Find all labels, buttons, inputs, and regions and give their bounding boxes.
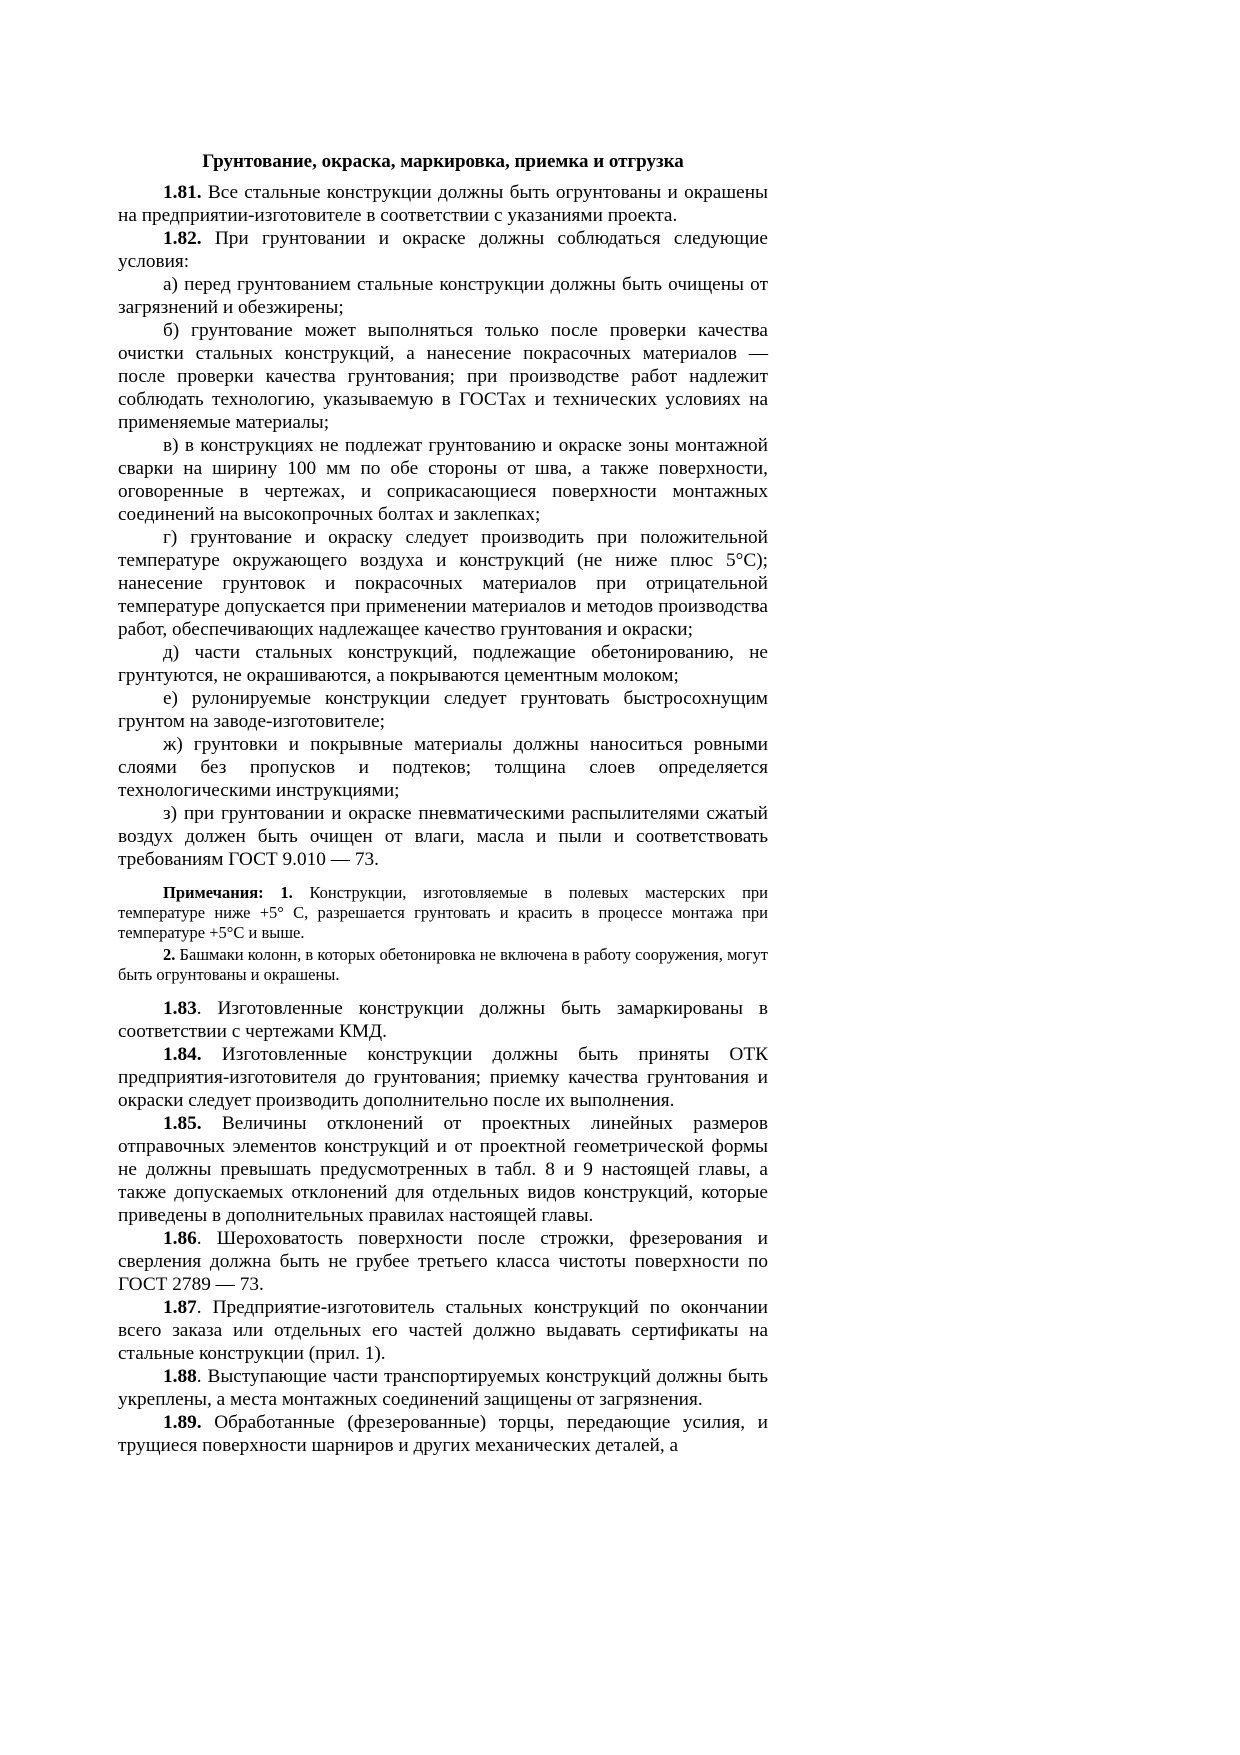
list-item-text: з) при грунтовании и окраске пневматическими распылителями сжатый воздух должен быть очищен от влаги, масла и пыли и соответствовать требованиям ГОСТ 9.010 — 73.	[118, 803, 768, 870]
paragraph-1-89	[118, 1411, 768, 1457]
list-item-a	[118, 273, 768, 319]
clause-number: 1.84.	[163, 1044, 202, 1065]
clause-number: 1.86	[163, 1228, 197, 1249]
paragraph-1-84	[118, 1043, 768, 1112]
clause-number: 1.83	[163, 998, 197, 1019]
clause-text: . Изготовленные конструкции должны быть замаркированы в соответствии с чертежами КМД.	[118, 998, 768, 1042]
list-item-b	[118, 319, 768, 434]
clause-text: Изготовленные конструкции должны быть приняты ОТК предприятия-изготовителя до грунтования; приемку качества грунтования и окраски следует производить дополнительно после их выполнения.	[118, 1044, 768, 1111]
note-1	[118, 883, 768, 943]
list-item-v	[118, 434, 768, 526]
paragraphs-top	[118, 181, 768, 871]
paragraph-1-88	[118, 1365, 768, 1411]
paragraph-1-82	[118, 227, 768, 273]
list-item-text: а) перед грунтованием стальные конструкции должны быть очищены от загрязнений и обезжирены;	[118, 274, 768, 318]
note-text: Конструкции, изготовляемые в полевых мастерских при температуре ниже +5° С, разрешается грунтовать и красить в процессе монтажа при температуре +5°С и выше.	[118, 883, 768, 942]
section-title: Грунтование, окраска, маркировка, приемка и отгрузка	[202, 151, 684, 172]
paragraphs-bottom	[118, 997, 768, 1457]
clause-text: Все стальные конструкции должны быть огрунтованы и окрашены на предприятии-изготовителе в соответствии с указаниями проекта.	[118, 182, 768, 226]
note-label: 2.	[163, 945, 176, 964]
note-text: Башмаки колонн, в которых обетонировка не включена в работу сооружения, могут быть огрунтованы и окрашены.	[118, 945, 768, 984]
list-item-text: д) части стальных конструкций, подлежащие обетонированию, не грунтуются, не окрашиваются, а покрываются цементным молоком;	[118, 642, 768, 686]
clause-text: . Предприятие-изготовитель стальных конструкций по окончании всего заказа или отдельных его частей должно выдавать сертификаты на стальные конструкции (прил. 1).	[118, 1297, 768, 1364]
list-item-z	[118, 802, 768, 871]
clause-text: . Выступающие части транспортируемых конструкций должны быть укреплены, а места монтажных соединений защищены от загрязнения.	[118, 1366, 768, 1410]
clause-text: . Шероховатость поверхности после строжки, фрезерования и сверления должна быть не грубее третьего класса чистоты поверхности по ГОСТ 2789 — 73.	[118, 1228, 768, 1295]
document-page	[118, 150, 768, 1457]
clause-number: 1.89.	[163, 1412, 202, 1433]
list-item-g	[118, 526, 768, 641]
clause-text: Величины отклонений от проектных линейных размеров отправочных элементов конструкций и от проектной геометрической формы не должны превышать предусмотренных в табл. 8 и 9 настоящей главы, а также допускаемых отклонений для отдельных видов конструкций, которые приведены в дополнительных правилах настоящей главы.	[118, 1113, 768, 1226]
list-item-text: е) рулонируемые конструкции следует грунтовать быстросохнущим грунтом на заводе-изготовителе;	[118, 688, 768, 732]
paragraph-1-85	[118, 1112, 768, 1227]
list-item-d	[118, 641, 768, 687]
clause-text: При грунтовании и окраске должны соблюдаться следующие условия:	[118, 228, 768, 272]
list-item-text: ж) грунтовки и покрывные материалы должны наноситься ровными слоями без пропусков и подтеков; толщина слоев определяется технологическими инструкциями;	[118, 734, 768, 801]
clause-number: 1.88	[163, 1366, 197, 1387]
paragraph-1-83	[118, 997, 768, 1043]
paragraph-1-86	[118, 1227, 768, 1296]
clause-number: 1.82.	[163, 228, 202, 249]
list-item-zh	[118, 733, 768, 802]
clause-number: 1.85.	[163, 1113, 202, 1134]
list-item-text: в) в конструкциях не подлежат грунтованию и окраске зоны монтажной сварки на ширину 100 мм по обе стороны от шва, а также поверхности, оговоренные в чертежах, и соприкасающиеся поверхности монтажных соединений на высокопрочных болтах и заклепках;	[118, 435, 768, 525]
list-item-e	[118, 687, 768, 733]
list-item-text: г) грунтование и окраску следует производить при положительной температуре окружающего воздуха и конструкций (не ниже плюс 5°С); нанесение грунтовок и покрасочных материалов при отрицательной температуре допускается при применении материалов и методов производства работ, обеспечивающих надлежащее качество грунтования и окраски;	[118, 527, 768, 640]
notes-block	[118, 883, 768, 985]
note-2	[118, 945, 768, 985]
paragraph-1-87	[118, 1296, 768, 1365]
clause-number: 1.81.	[163, 182, 202, 203]
note-label: Примечания: 1.	[163, 883, 293, 902]
clause-number: 1.87	[163, 1297, 197, 1318]
list-item-text: б) грунтование может выполняться только после проверки качества очистки стальных конструкций, а нанесение покрасочных материалов — после проверки качества грунтования; при производстве работ надлежит соблюдать технологию, указываемую в ГОСТах и технических условиях на применяемые материалы;	[118, 320, 768, 433]
paragraph-1-81	[118, 181, 768, 227]
clause-text: Обработанные (фрезерованные) торцы, передающие усилия, и трущиеся поверхности шарниров и других механических деталей, а	[118, 1412, 768, 1456]
